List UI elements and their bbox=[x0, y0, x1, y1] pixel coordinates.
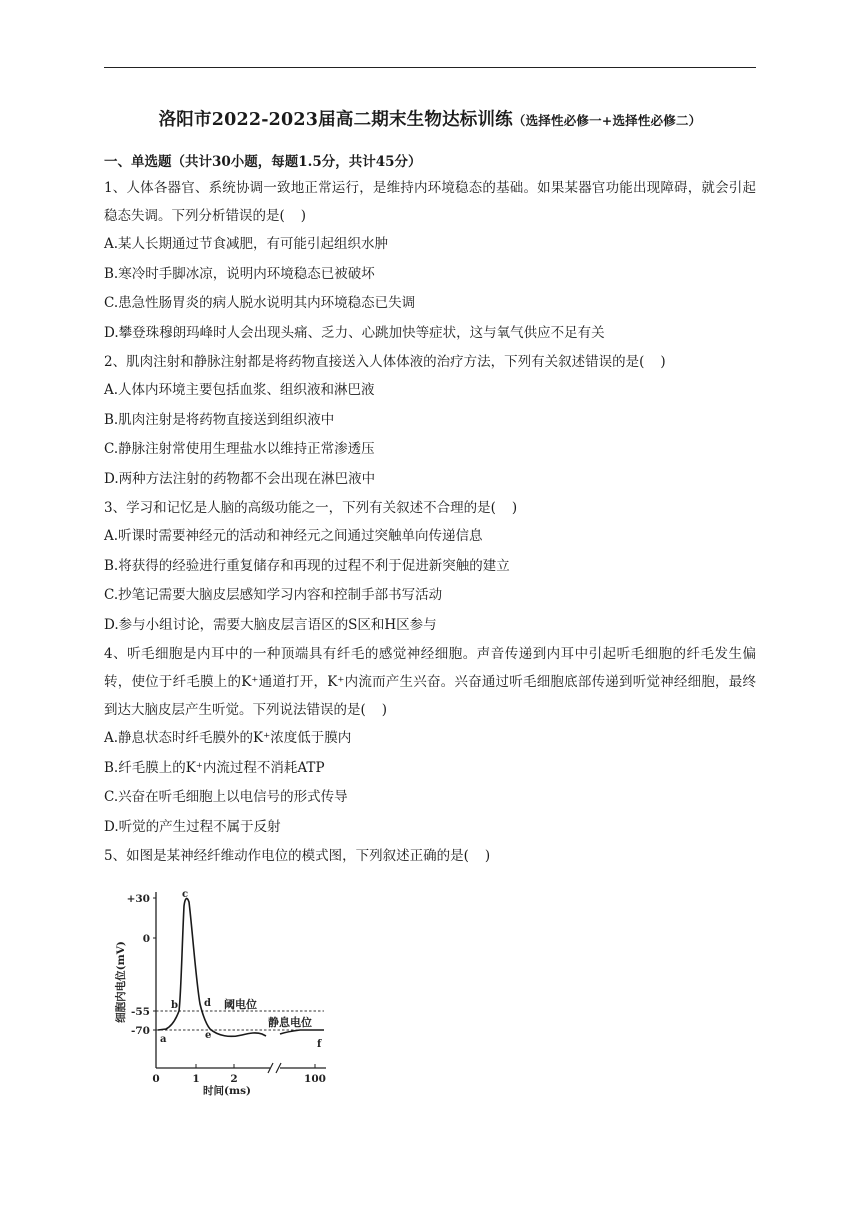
action-potential-figure bbox=[110, 886, 340, 1096]
point-label-d: d bbox=[204, 998, 211, 1009]
option-c: C.患急性肠胃炎的病人脱水说明其内环境稳态已失调 bbox=[104, 295, 416, 311]
header-rule bbox=[104, 67, 756, 68]
question-stem: 2、肌肉注射和静脉注射都是将药物直接送入人体体液的治疗方法，下列有关叙述错误的是( ) bbox=[104, 354, 666, 370]
option-d: D.两种方法注射的药物都不会出现在淋巴液中 bbox=[104, 470, 376, 487]
title-subtitle: （选择性必修一+选择性必修二） bbox=[512, 113, 702, 128]
option-a: A.听课时需要神经元的活动和神经元之间通过突触单向传递信息 bbox=[104, 528, 483, 544]
question-stem: 1、人体各器官、系统协调一致地正常运行，是维持内环境稳态的基础。如果某器官功能出现障碍，就会引起稳态失调。下列分析错误的是( ) bbox=[104, 180, 756, 224]
point-label-f: f bbox=[317, 1039, 322, 1050]
question-5 bbox=[104, 842, 756, 870]
y-tick-label: -55 bbox=[131, 1006, 150, 1018]
option-d: D.参与小组讨论，需要大脑皮层言语区的S区和H区参与 bbox=[104, 616, 437, 633]
option-a: A.静息状态时纤毛膜外的K⁺浓度低于膜内 bbox=[104, 730, 352, 746]
y-tick-label: -70 bbox=[131, 1025, 150, 1037]
document-title bbox=[0, 106, 860, 131]
action-potential-graph bbox=[110, 886, 340, 1096]
point-label-e: e bbox=[205, 1030, 212, 1041]
question-list bbox=[104, 152, 756, 870]
action-potential-curve bbox=[158, 899, 266, 1037]
y-axis-label: 细胞内电位(mV) bbox=[115, 941, 127, 1023]
option-d: D.听觉的产生过程不属于反射 bbox=[104, 818, 281, 835]
option-d: D.攀登珠穆朗玛峰时人会出现头痛、乏力、心跳加快等症状，这与氧气供应不足有关 bbox=[104, 324, 605, 341]
question-3 bbox=[104, 494, 756, 640]
action-potential-curve-tail bbox=[280, 1030, 324, 1034]
x-tick-label: 1 bbox=[192, 1073, 200, 1085]
point-label-b: b bbox=[171, 1000, 178, 1011]
option-b: B.寒冷时手脚冰凉，说明内环境稳态已被破坏 bbox=[104, 265, 375, 282]
option-a: A.某人长期通过节食减肥，有可能引起组织水肿 bbox=[104, 236, 389, 252]
title-main: 洛阳市2022-2023届高二期末生物达标训练 bbox=[158, 110, 513, 130]
question-2 bbox=[104, 348, 756, 494]
resting-label: 静息电位 bbox=[268, 1016, 312, 1029]
x-tick-label: 2 bbox=[230, 1073, 238, 1085]
x-tick-label: 0 bbox=[152, 1073, 160, 1085]
option-b: B.将获得的经验进行重复储存和再现的过程不利于促进新突触的建立 bbox=[104, 557, 510, 574]
threshold-label: 阈电位 bbox=[224, 998, 257, 1011]
option-c: C.兴奋在听毛细胞上以电信号的形式传导 bbox=[104, 789, 348, 805]
question-stem: 3、学习和记忆是人脑的高级功能之一，下列有关叙述不合理的是( ) bbox=[104, 500, 518, 516]
option-b: B.肌肉注射是将药物直接送到组织液中 bbox=[104, 411, 335, 428]
point-label-c: c bbox=[182, 889, 189, 900]
point-label-a: a bbox=[160, 1034, 167, 1045]
section-heading: 一、单选题（共计30小题，每题1.5分，共计45分） bbox=[104, 154, 422, 170]
question-stem: 4、听毛细胞是内耳中的一种顶端具有纤毛的感觉神经细胞。声音传递到内耳中引起听毛细胞的纤毛发生偏转，使位于纤毛膜上的K⁺通道打开，K⁺内流而产生兴奋。兴奋通过听毛细胞底部传递到听觉神经细胞，最终到达大脑皮层产生听觉。下列说法错误的是( ) bbox=[104, 646, 756, 718]
option-c: C.静脉注射常使用生理盐水以维持正常渗透压 bbox=[104, 441, 375, 457]
option-c: C.抄笔记需要大脑皮层感知学习内容和控制手部书写活动 bbox=[104, 587, 443, 603]
y-tick-label: 0 bbox=[142, 933, 150, 945]
option-a: A.人体内环境主要包括血浆、组织液和淋巴液 bbox=[104, 382, 375, 398]
question-1 bbox=[104, 174, 756, 348]
y-tick-label: +30 bbox=[126, 893, 150, 905]
x-axis-label: 时间(ms) bbox=[203, 1085, 251, 1096]
question-stem: 5、如图是某神经纤维动作电位的模式图，下列叙述正确的是( ) bbox=[104, 848, 491, 864]
x-tick-label: 100 bbox=[304, 1073, 326, 1085]
question-4 bbox=[104, 640, 756, 842]
option-b: B.纤毛膜上的K⁺内流过程不消耗ATP bbox=[104, 759, 325, 776]
